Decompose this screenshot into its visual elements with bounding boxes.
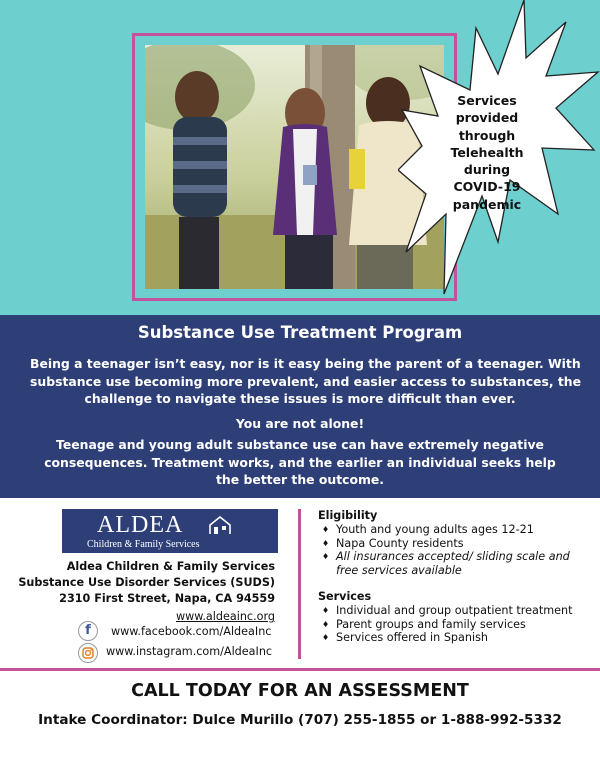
- starburst-line: during: [463, 162, 511, 178]
- starburst-line: through: [458, 127, 516, 143]
- aldea-logo: [62, 509, 278, 553]
- website-link[interactable]: www.aldeainc.org: [175, 610, 275, 623]
- closing-paragraph: [30, 436, 570, 489]
- intro-line: challenge to navigate these issues is more difficult than ever.: [84, 391, 516, 406]
- not-alone-text: You are not alone!: [235, 416, 365, 431]
- facebook-link[interactable]: www.facebook.com/AldeaInc: [111, 625, 272, 638]
- list-item: ♦ All insurances accepted/ sliding scale and free services available: [318, 550, 590, 577]
- intake-contact: Intake Coordinator: Dulce Murillo (707) 255-1855 or 1-888-992-5332: [38, 712, 562, 728]
- list-item: ♦ Youth and young adults ages 12-21: [318, 523, 590, 537]
- intro-paragraph: [30, 355, 581, 408]
- closing-line: consequences. Treatment works, and the earlier an individual seeks help: [44, 454, 556, 470]
- org-address: 2310 First Street, Napa, CA 94559: [59, 592, 275, 605]
- logo-name: ALDEA: [97, 512, 184, 538]
- column-divider: [298, 509, 301, 659]
- instagram-icon[interactable]: [78, 643, 98, 663]
- starburst-line: Services: [457, 93, 517, 108]
- list-item: ♦ Napa County residents: [318, 537, 590, 551]
- services-title: Services: [318, 590, 372, 603]
- call-to-action: CALL TODAY FOR AN ASSESSMENT: [131, 681, 469, 701]
- starburst-line: pandemic: [452, 196, 522, 212]
- org-program: Substance Use Disorder Services (SUDS): [18, 576, 275, 589]
- intro-line: Being a teenager isn’t easy, nor is it easy being the parent of a teenager. With: [30, 356, 581, 371]
- closing-line: the better the outcome.: [215, 472, 384, 487]
- eligibility-title: Eligibility: [318, 509, 378, 522]
- eligibility-section: [318, 509, 590, 577]
- program-band: [0, 315, 600, 498]
- eligibility-list: [318, 523, 590, 577]
- services-section: [318, 590, 590, 645]
- intro-line: substance use becoming more prevalent, and easier access to substances, the: [30, 373, 581, 389]
- program-title: Substance Use Treatment Program: [137, 323, 463, 342]
- starburst-text: [447, 92, 527, 213]
- list-item: ♦ Parent groups and family services: [318, 618, 590, 632]
- services-list: [318, 604, 590, 645]
- facebook-icon[interactable]: f: [78, 621, 98, 641]
- list-item: ♦ Individual and group outpatient treatment: [318, 604, 590, 618]
- instagram-link[interactable]: www.instagram.com/AldeaInc: [106, 645, 273, 658]
- list-item: ♦ Services offered in Spanish: [318, 631, 590, 645]
- starburst-line: COVID-19: [453, 179, 521, 195]
- logo-subtitle: Children & Family Services: [87, 539, 200, 550]
- closing-line: Teenage and young adult substance use can have extremely negative: [56, 437, 544, 452]
- starburst-line: Telehealth: [450, 144, 524, 160]
- bottom-divider: [0, 668, 600, 671]
- starburst-line: provided: [455, 110, 519, 126]
- org-name: Aldea Children & Family Services: [66, 560, 275, 573]
- house-logo-icon: [208, 515, 232, 535]
- instagram-glyph-icon: [79, 644, 97, 662]
